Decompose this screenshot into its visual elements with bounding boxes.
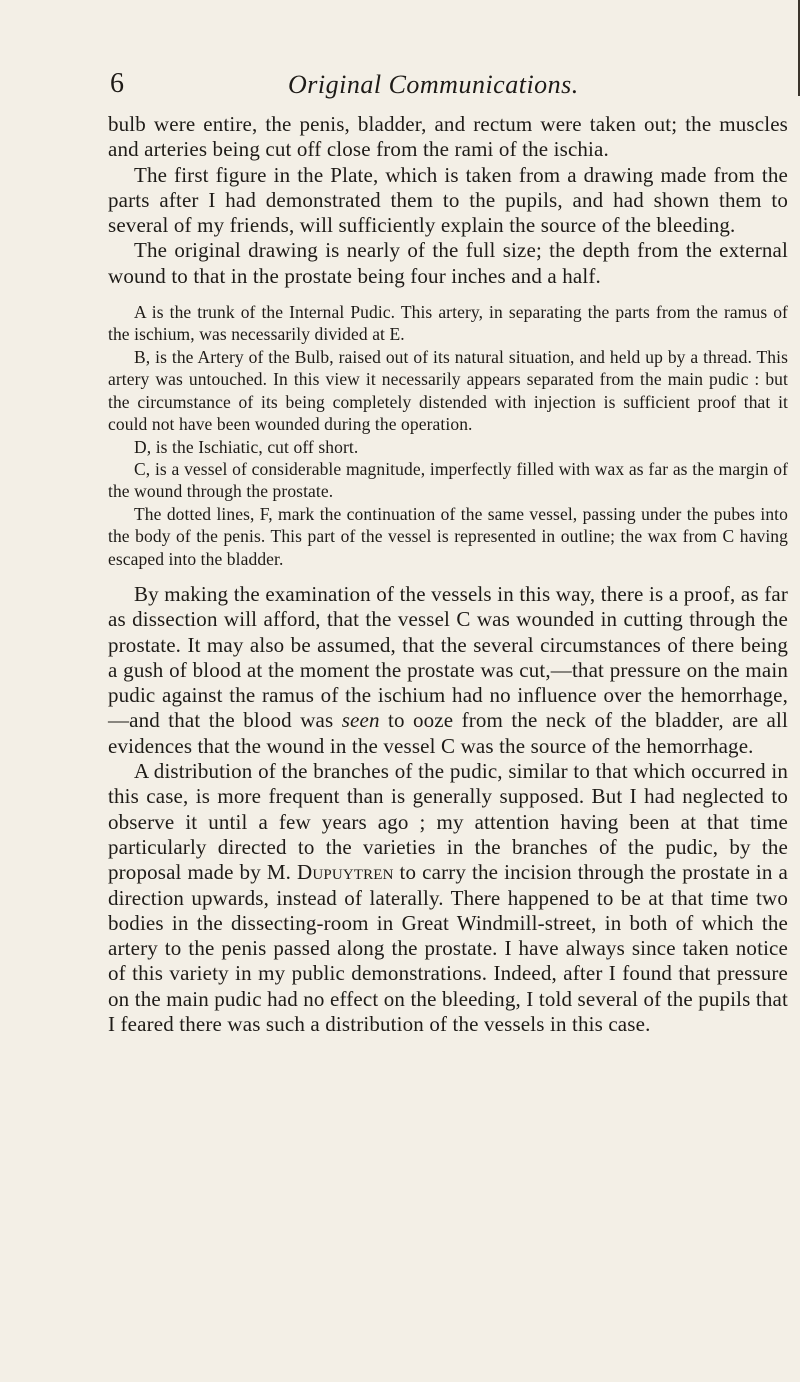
distribution-text-start: A distribution of the branches of the pudic, similar to that which occurred in this case, is more frequent than is generally supposed. But I had neglected to observe it until a few years ago ; my attention having been at that time particularly directed to the varieties in the branches of the pudic, by the proposal made by M. — [108, 759, 788, 885]
plate-note-b: B, is the Artery of the Bulb, raised out of its natural situation, and held up by a thread. This artery was untouched. In this view it necessarily appears separated from the main pudic : but the circumstance of its being completely distended with injection is sufficient proof that it could not have been wounded during the operation. — [108, 346, 788, 435]
emphasis-seen: seen — [341, 708, 380, 733]
paragraph-distribution — [108, 759, 788, 1037]
plate-note-c: C, is a vessel of considerable magnitude, imperfectly filled with wax as far as the margin of the wound through the prostate. — [108, 458, 788, 502]
distribution-text-end: to carry the incision through the prostate in a direction upwards, instead of laterally. There happened to be at that time two bodies in the dissecting-room in Great Windmill-street, in both of which the artery to the penis passed along the prostate. I have always since taken notice of this variety in my public demonstrations. Indeed, after I found that pressure on the main pudic had no effect on the bleeding, I told several of the pupils that I feared there was such a distribution of the vessels in this case. — [108, 860, 788, 1036]
paragraph-continuation: bulb were entire, the penis, bladder, and rectum were taken out; the muscles and arteries being cut off close from the rami of the ischia. — [108, 112, 788, 162]
examination-text-end: to ooze from the neck of the bladder, are all evidences that the wound in the vessel C was the source of the hemorrhage. — [108, 708, 788, 758]
paragraph-original-drawing: The original drawing is nearly of the full size; the depth from the external wound to that in the prostate being four inches and a half. — [108, 238, 788, 288]
plate-note-f: The dotted lines, F, mark the continuation of the same vessel, passing under the pubes into the body of the penis. This part of the vessel is represented in outline; the wax from C having escaped into the bladder. — [108, 503, 788, 569]
running-head: Original Communications. — [288, 70, 579, 99]
examination-text-start: By making the examination of the vessels in this way, there is a proof, as far as dissection will afford, that the vessel C was wounded in cutting through the prostate. It may also be assumed, that the several circumstances of there being a gush of blood at the moment the prostate was cut,—that pressure on the main pudic against the ramus of the ischium had no influence over the hemorrhage,—and that the blood was — [108, 581, 788, 733]
page-header — [110, 68, 800, 108]
body-text — [108, 112, 788, 1037]
plate-note-d: D, is the Ischiatic, cut off short. — [134, 436, 359, 457]
paragraph-first-figure: The first figure in the Plate, which is taken from a drawing made from the parts after I had demonstrated them to the pupils, and had shown them to several of my friends, will sufficiently explain the source of the bleeding. — [108, 162, 788, 238]
plate-note-a: A is the trunk of the Internal Pudic. This artery, in separating the parts from the ramus of the ischium, was necessarily divided at E. — [108, 302, 788, 345]
paragraph-examination — [108, 582, 788, 759]
page-number: 6 — [110, 68, 124, 99]
author-name-dupuytren: Dupuytren — [297, 860, 394, 885]
